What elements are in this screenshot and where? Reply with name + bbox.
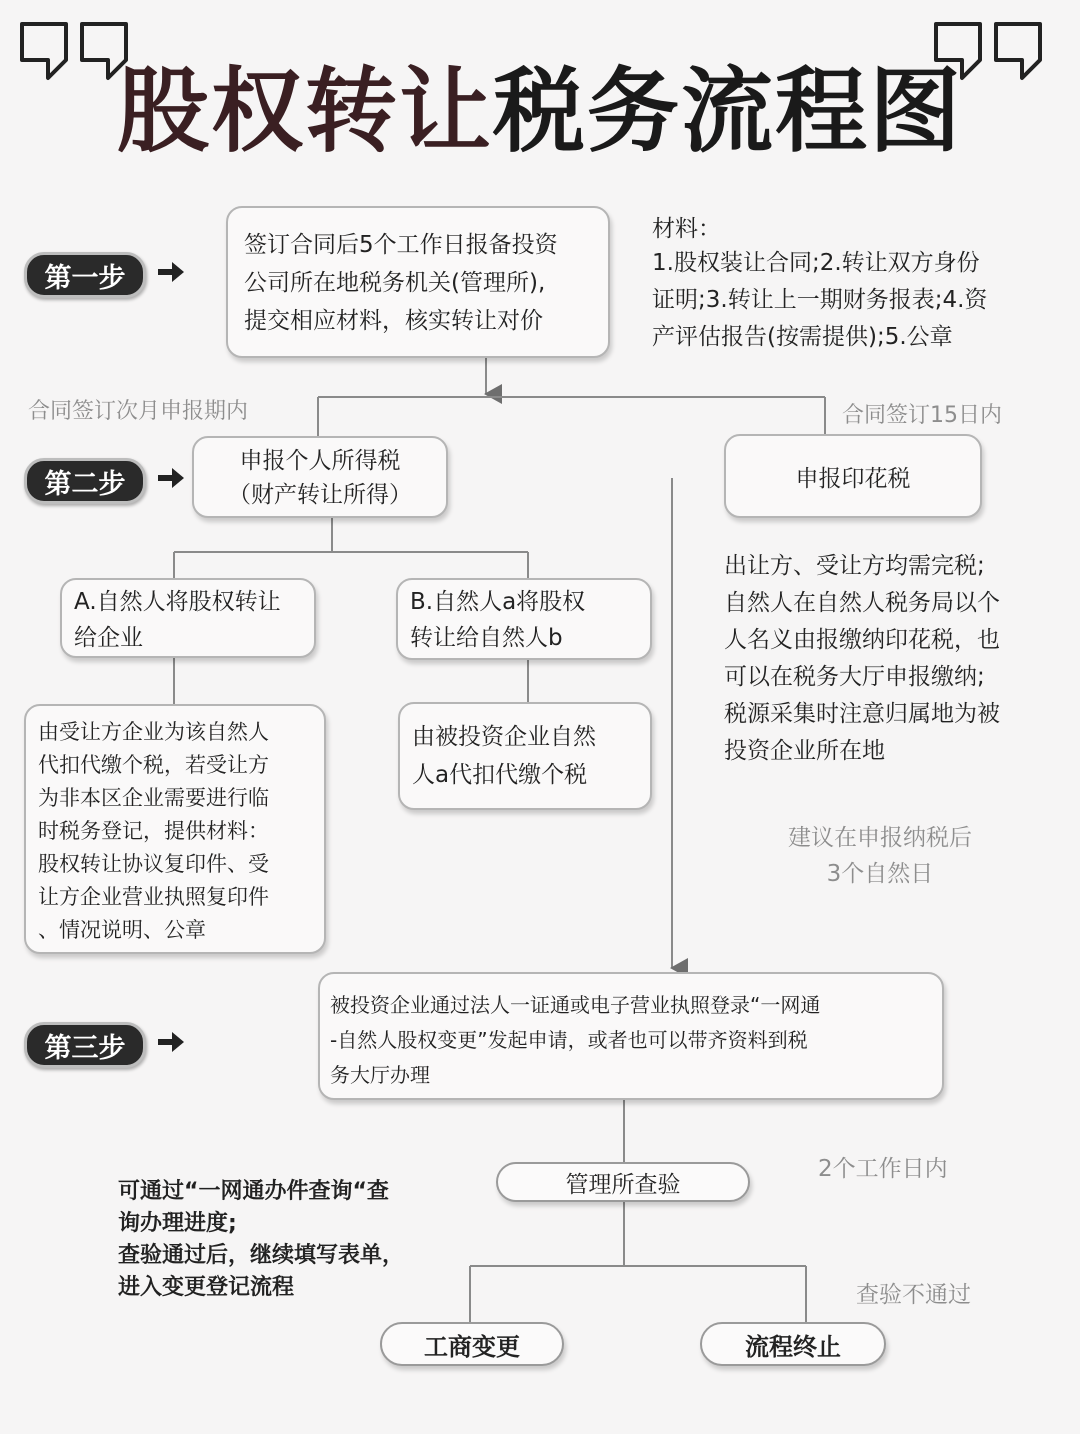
stamp-tax-box bbox=[724, 434, 982, 518]
advice-note: 建议在申报纳税后 3个自然日 bbox=[788, 825, 972, 887]
arrow-right-icon bbox=[156, 1030, 186, 1054]
step-1-badge: 第一步 bbox=[24, 252, 146, 298]
option-b-box: B.自然人a将股权 转让给自然人b bbox=[396, 578, 652, 660]
arrow-right-icon bbox=[156, 260, 186, 284]
option-a-box: A.自然人将股权转让 给企业 bbox=[60, 578, 316, 658]
business-change-label: 工商变更 bbox=[424, 1332, 520, 1361]
arrow-right-icon bbox=[156, 466, 186, 490]
income-tax-box: 申报个人所得税 （财产转让所得） bbox=[192, 436, 448, 518]
process-end-label: 流程终止 bbox=[745, 1332, 841, 1361]
business-change-box bbox=[380, 1322, 564, 1366]
inspection-box bbox=[496, 1162, 750, 1202]
title-part-1: 股权转让 bbox=[116, 58, 493, 165]
stamp-tax-label: 申报印花税 bbox=[795, 465, 911, 492]
deadline-income-tax: 合同签订次月申报期内 bbox=[28, 399, 249, 424]
step-1-filing-box: 签订合同后5个工作日报备投资 公司所在地税务机关(管理所), 提交相应材料，核实转让对价 bbox=[226, 206, 610, 358]
inspection-time-note: 2个工作日内 bbox=[818, 1156, 948, 1182]
progress-query-note: 可通过“一网通办件查询“查 询办理进度; 查验通过后，继续填写表单， 进入变更登记流程 bbox=[118, 1179, 405, 1300]
deadline-stamp-tax: 合同签订15日内 bbox=[842, 403, 1002, 428]
inspection-label: 管理所查验 bbox=[565, 1171, 681, 1198]
inspection-failed-label: 查验不通过 bbox=[856, 1282, 971, 1308]
step-3-badge: 第三步 bbox=[24, 1022, 146, 1068]
materials-title: 材料： bbox=[652, 216, 721, 242]
option-a-detail-box: 由受让方企业为该自然人 代扣代缴个税，若受让方 为非本区企业需要进行临 时税务登记，提供材料： 股权转让协议复印件、受 让方企业营业执照复印件 、情况说明、公章 bbox=[24, 704, 326, 954]
step-3-application-box: 被投资企业通过法人一证通或电子营业执照登录“一网通 -自然人股权变更”发起申请，或者也可以带齐资料到税 务大厅办理 bbox=[318, 972, 944, 1100]
stamp-tax-note: 出让方、受让方均需完税; 自然人在自然人税务局以个 人名义由报缴纳印花税，也 可以在税务大厅申报缴纳; 税源采集时注意归属地为被 投资企业所在地 bbox=[724, 553, 1000, 764]
option-b-detail-box: 由被投资企业自然 人a代扣代缴个税 bbox=[398, 702, 652, 810]
step-2-badge: 第二步 bbox=[24, 458, 146, 504]
materials-list: 1.股权装让合同;2.转让双方身份 证明;3.转让上一期财务报表;4.资 产评估报告(按需提供);5.公章 bbox=[652, 250, 988, 350]
process-end-box bbox=[700, 1322, 886, 1366]
title-part-2: 税务流程图 bbox=[493, 58, 964, 165]
